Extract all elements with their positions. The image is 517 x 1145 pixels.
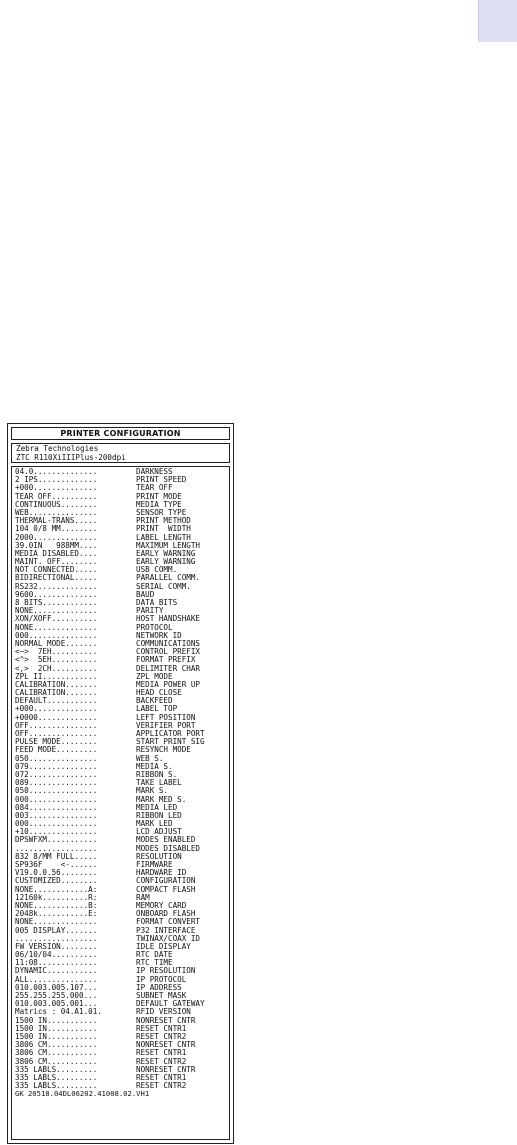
setting-name: RTC DATE xyxy=(136,951,173,960)
setting-row xyxy=(15,746,229,754)
setting-row xyxy=(15,476,229,484)
settings-list xyxy=(11,466,230,1140)
setting-value: FEED MODE......... xyxy=(15,746,98,755)
setting-row xyxy=(15,550,229,558)
setting-row xyxy=(15,591,229,599)
setting-row xyxy=(15,910,229,918)
setting-name: RAM xyxy=(136,893,150,902)
setting-name: PROTOCOL xyxy=(136,623,173,632)
setting-name: NONRESET CNTR xyxy=(136,1065,196,1074)
setting-name: MODES ENABLED xyxy=(136,836,196,845)
setting-row xyxy=(15,730,229,738)
setting-name: SERIAL COMM. xyxy=(136,582,191,591)
setting-name: DATA BITS xyxy=(136,599,178,607)
setting-value: 12160k..........R: xyxy=(15,893,98,902)
setting-value: 000............... xyxy=(15,820,98,829)
setting-value: 832 8/MM FULL..... xyxy=(15,852,98,861)
setting-row xyxy=(15,828,229,836)
setting-name: NONRESET CNTR xyxy=(136,1016,196,1025)
setting-row xyxy=(15,689,229,697)
setting-row xyxy=(15,984,229,992)
setting-value: 255.255.255.000... xyxy=(15,992,98,1000)
setting-row xyxy=(15,1082,229,1090)
setting-name: COMMUNICATIONS xyxy=(136,639,201,648)
setting-value: MEDIA DISABLED.... xyxy=(15,549,98,558)
setting-row xyxy=(15,673,229,681)
setting-row xyxy=(15,1008,229,1016)
setting-value: 04.0.............. xyxy=(15,468,98,476)
setting-value: 084............... xyxy=(15,803,98,812)
printer-configuration-label xyxy=(7,423,234,1144)
header-box xyxy=(11,443,230,463)
setting-row xyxy=(15,566,229,574)
setting-name: ZPL MODE xyxy=(136,672,173,681)
setting-name: SUBNET MASK xyxy=(136,992,187,1000)
setting-row xyxy=(15,927,229,935)
setting-name: RTC TIME xyxy=(136,959,173,968)
setting-row xyxy=(15,1074,229,1082)
setting-row xyxy=(15,615,229,623)
setting-name: PRINT SPEED xyxy=(136,476,187,485)
setting-value: 010.003.005.001... xyxy=(15,1000,98,1009)
setting-value: 003............... xyxy=(15,811,98,820)
setting-value: 079............... xyxy=(15,762,98,771)
setting-row xyxy=(15,886,229,894)
setting-name: IP ADDRESS xyxy=(136,983,182,992)
setting-name: HOST HANDSHAKE xyxy=(136,615,201,624)
setting-value: 104 0/8 MM........ xyxy=(15,525,98,534)
setting-value: RS232............. xyxy=(15,582,98,591)
setting-row xyxy=(15,1025,229,1033)
setting-row xyxy=(15,1049,229,1057)
setting-row xyxy=(15,542,229,550)
setting-value: 2048k...........E: xyxy=(15,910,98,919)
setting-row xyxy=(15,902,229,910)
setting-value: +000.............. xyxy=(15,484,98,493)
setting-name: RESET CNTR1 xyxy=(136,1024,187,1033)
setting-value: 3806 CM........... xyxy=(15,1041,98,1050)
setting-row xyxy=(15,918,229,926)
setting-value: OFF............... xyxy=(15,721,98,730)
setting-name: MEDIA LED xyxy=(136,803,178,812)
setting-value: <~> 7EH.......... xyxy=(15,648,98,657)
setting-name: DELIMITER CHAR xyxy=(136,664,201,673)
setting-name: BACKFEED xyxy=(136,697,173,706)
setting-row xyxy=(15,1041,229,1049)
setting-name: RESET CNTR2 xyxy=(136,1032,187,1041)
setting-value: NONE.............. xyxy=(15,918,98,927)
setting-row xyxy=(15,967,229,975)
setting-row xyxy=(15,574,229,582)
setting-value: FW VERSION........ xyxy=(15,942,98,951)
setting-row xyxy=(15,976,229,984)
setting-name: MARK LED xyxy=(136,820,173,829)
setting-row xyxy=(15,681,229,689)
setting-value: 3806 CM........... xyxy=(15,1057,98,1066)
setting-name: TEAR OFF xyxy=(136,484,173,493)
manufacturer-name: Zebra Technologies xyxy=(16,444,99,453)
printer-model: ZTC R110XiIIIPlus-200dpi xyxy=(16,452,126,462)
setting-value: NONE.............. xyxy=(15,607,98,616)
setting-row xyxy=(15,804,229,812)
setting-value: DEFAULT........... xyxy=(15,697,98,706)
setting-row xyxy=(15,763,229,771)
corner-box xyxy=(478,0,517,42)
setting-name: FORMAT CONVERT xyxy=(136,918,201,927)
setting-value: 3806 CM........... xyxy=(15,1049,98,1058)
setting-value: +10............... xyxy=(15,828,98,837)
setting-value: .................. xyxy=(15,934,98,943)
setting-row xyxy=(15,509,229,517)
setting-row xyxy=(15,656,229,664)
setting-name: IP PROTOCOL xyxy=(136,975,187,984)
setting-value: 8 BITS............ xyxy=(15,599,98,607)
setting-value: DPSWFXM........... xyxy=(15,836,98,845)
setting-value: 1500 IN........... xyxy=(15,1024,98,1033)
setting-name: CONFIGURATION xyxy=(136,877,196,886)
setting-row xyxy=(15,484,229,492)
setting-name: PARITY xyxy=(136,607,164,616)
setting-row xyxy=(15,853,229,861)
setting-value: NORMAL MODE....... xyxy=(15,639,98,648)
setting-row xyxy=(15,959,229,967)
setting-name: LABEL TOP xyxy=(136,705,178,714)
setting-name: PRINT WIDTH xyxy=(136,525,191,534)
setting-name: RIBBON S. xyxy=(136,770,178,779)
setting-row xyxy=(15,632,229,640)
setting-name: TWINAX/COAX ID xyxy=(136,934,201,943)
setting-row xyxy=(15,1058,229,1066)
setting-value: 11:08............. xyxy=(15,959,98,968)
setting-value: 000............... xyxy=(15,795,98,804)
setting-name: LEFT POSITION xyxy=(136,713,196,722)
setting-value: .................. xyxy=(15,844,98,853)
setting-name: NONRESET CNTR xyxy=(136,1041,196,1050)
setting-name: PARALLEL COMM. xyxy=(136,574,201,583)
setting-value: 06/10/04.......... xyxy=(15,951,98,960)
setting-value: 39.0IN 988MM.... xyxy=(15,541,98,550)
setting-name: LCD ADJUST xyxy=(136,828,182,837)
setting-name: VERIFIER PORT xyxy=(136,721,196,730)
setting-name: TAKE LABEL xyxy=(136,779,182,788)
setting-name: PRINT MODE xyxy=(136,492,182,501)
setting-row xyxy=(15,665,229,673)
setting-value: 005 DISPLAY....... xyxy=(15,926,98,935)
setting-row xyxy=(15,812,229,820)
setting-value: 1500 IN........... xyxy=(15,1032,98,1041)
setting-name: RESET CNTR2 xyxy=(136,1082,187,1091)
setting-value: 335 LABLS......... xyxy=(15,1082,98,1091)
setting-value: 089............... xyxy=(15,779,98,788)
setting-value: 335 LABLS......... xyxy=(15,1073,98,1082)
setting-value: Matrics : 04.A1.01. xyxy=(15,1008,102,1017)
setting-row xyxy=(15,779,229,787)
setting-row xyxy=(15,697,229,705)
setting-value: DYNAMIC........... xyxy=(15,967,98,976)
setting-value: 050............... xyxy=(15,787,98,796)
setting-name: CONTROL PREFIX xyxy=(136,648,201,657)
setting-name: EARLY WARNING xyxy=(136,549,196,558)
setting-name: RESYNCH MODE xyxy=(136,746,191,755)
setting-name: RESOLUTION xyxy=(136,852,182,861)
setting-name: HEAD CLOSE xyxy=(136,689,182,698)
setting-row xyxy=(15,894,229,902)
setting-row xyxy=(15,468,229,476)
setting-name: SENSOR TYPE xyxy=(136,508,187,517)
setting-value: 9600.............. xyxy=(15,590,98,599)
setting-name: MAXIMUM LENGTH xyxy=(136,541,201,550)
setting-value: 072............... xyxy=(15,770,98,779)
setting-row xyxy=(15,624,229,632)
setting-value: <^> 5EH.......... xyxy=(15,656,98,665)
setting-value: PULSE MODE........ xyxy=(15,738,98,747)
setting-name: ONBOARD FLASH xyxy=(136,910,196,919)
setting-value: NONE.............. xyxy=(15,623,98,632)
setting-name: START PRINT SIG xyxy=(136,738,205,747)
setting-name: PRINT METHOD xyxy=(136,517,191,526)
setting-row xyxy=(15,501,229,509)
setting-row xyxy=(15,787,229,795)
setting-row xyxy=(15,493,229,501)
setting-name: HARDWARE ID xyxy=(136,869,187,878)
setting-row xyxy=(15,755,229,763)
setting-value: CONTINUOUS........ xyxy=(15,500,98,509)
setting-value: WEB............... xyxy=(15,508,98,517)
setting-name: FORMAT PREFIX xyxy=(136,656,196,665)
setting-name: NETWORK ID xyxy=(136,631,182,640)
setting-value: XON/XOFF.......... xyxy=(15,615,98,624)
setting-name: LABEL LENGTH xyxy=(136,533,191,542)
firmware-footer: GK 20518.04DL06202.41008.02.VH1 xyxy=(15,1090,150,1099)
setting-row xyxy=(15,1000,229,1008)
setting-name: EARLY WARNING xyxy=(136,558,196,567)
setting-row xyxy=(15,836,229,844)
setting-row xyxy=(15,599,229,607)
label-title: PRINTER CONFIGURATION xyxy=(60,429,181,438)
setting-row xyxy=(15,943,229,951)
setting-name: MEMORY CARD xyxy=(136,901,187,910)
setting-value: NONE............B: xyxy=(15,901,98,910)
setting-value: 2000.............. xyxy=(15,533,98,542)
setting-row xyxy=(15,845,229,853)
setting-name: APPLICATOR PORT xyxy=(136,730,205,738)
setting-name: RESET CNTR1 xyxy=(136,1073,187,1082)
setting-row xyxy=(15,558,229,566)
setting-value: CUSTOMIZED........ xyxy=(15,877,98,886)
setting-name: COMPACT FLASH xyxy=(136,885,196,894)
setting-name: DEFAULT GATEWAY xyxy=(136,1000,205,1009)
setting-value: MAINT. OFF........ xyxy=(15,558,98,567)
setting-row xyxy=(15,820,229,828)
setting-name: MEDIA S. xyxy=(136,762,173,771)
setting-row xyxy=(15,648,229,656)
setting-name: P32 INTERFACE xyxy=(136,926,196,935)
setting-name: USB COMM. xyxy=(136,566,178,575)
setting-row xyxy=(15,714,229,722)
setting-row xyxy=(15,607,229,615)
setting-value: TEAR OFF.......... xyxy=(15,492,98,501)
setting-value: NONE............A: xyxy=(15,885,98,894)
setting-value: NOT CONNECTED..... xyxy=(15,566,98,575)
setting-value: <,> 2CH.......... xyxy=(15,664,98,673)
setting-value: ZPL II............ xyxy=(15,672,98,681)
setting-row xyxy=(15,992,229,1000)
setting-name: MEDIA TYPE xyxy=(136,500,182,509)
setting-row xyxy=(15,869,229,877)
setting-row xyxy=(15,877,229,885)
setting-name: DARKNESS xyxy=(136,468,173,476)
setting-value: CALIBRATION....... xyxy=(15,680,98,689)
setting-row xyxy=(15,796,229,804)
setting-value: 1500 IN........... xyxy=(15,1016,98,1025)
setting-value: THERMAL-TRANS..... xyxy=(15,517,98,526)
setting-row xyxy=(15,722,229,730)
setting-row xyxy=(15,1066,229,1074)
setting-value: V19.0.0.56........ xyxy=(15,869,98,878)
setting-name: WEB S. xyxy=(136,754,164,763)
setting-name: RIBBON LED xyxy=(136,811,182,820)
setting-row xyxy=(15,951,229,959)
setting-name: BAUD xyxy=(136,590,155,599)
setting-value: 000............... xyxy=(15,631,98,640)
setting-row xyxy=(15,861,229,869)
setting-row xyxy=(15,738,229,746)
setting-row xyxy=(15,935,229,943)
setting-name: IP RESOLUTION xyxy=(136,967,196,976)
setting-value: 335 LABLS......... xyxy=(15,1065,98,1074)
setting-value: 010.003.005.107... xyxy=(15,983,98,992)
setting-value: BIDIRECTIONAL..... xyxy=(15,574,98,583)
setting-name: MARK S. xyxy=(136,787,169,796)
setting-name: RFID VERSION xyxy=(136,1008,191,1017)
setting-name: FIRMWARE xyxy=(136,861,173,869)
setting-row xyxy=(15,525,229,533)
setting-row xyxy=(15,1017,229,1025)
setting-row xyxy=(15,1033,229,1041)
setting-value: 2 IPS............. xyxy=(15,476,98,485)
setting-value: OFF............... xyxy=(15,730,98,738)
setting-value: 050............... xyxy=(15,754,98,763)
setting-row xyxy=(15,517,229,525)
setting-row xyxy=(15,534,229,542)
setting-name: MEDIA POWER UP xyxy=(136,680,201,689)
setting-row xyxy=(15,640,229,648)
setting-value: SP936F <-...... xyxy=(15,861,98,869)
setting-row xyxy=(15,583,229,591)
setting-row xyxy=(15,771,229,779)
title-box xyxy=(11,427,230,440)
setting-name: RESET CNTR2 xyxy=(136,1057,187,1066)
setting-name: RESET CNTR1 xyxy=(136,1049,187,1058)
setting-value: CALIBRATION....... xyxy=(15,689,98,698)
setting-value: ALL............... xyxy=(15,975,98,984)
setting-name: IDLE DISPLAY xyxy=(136,942,191,951)
setting-name: MARK MED S. xyxy=(136,795,187,804)
setting-value: +0000............. xyxy=(15,713,98,722)
setting-row xyxy=(15,705,229,713)
setting-value: +000.............. xyxy=(15,705,98,714)
setting-name: MODES DISABLED xyxy=(136,844,201,853)
